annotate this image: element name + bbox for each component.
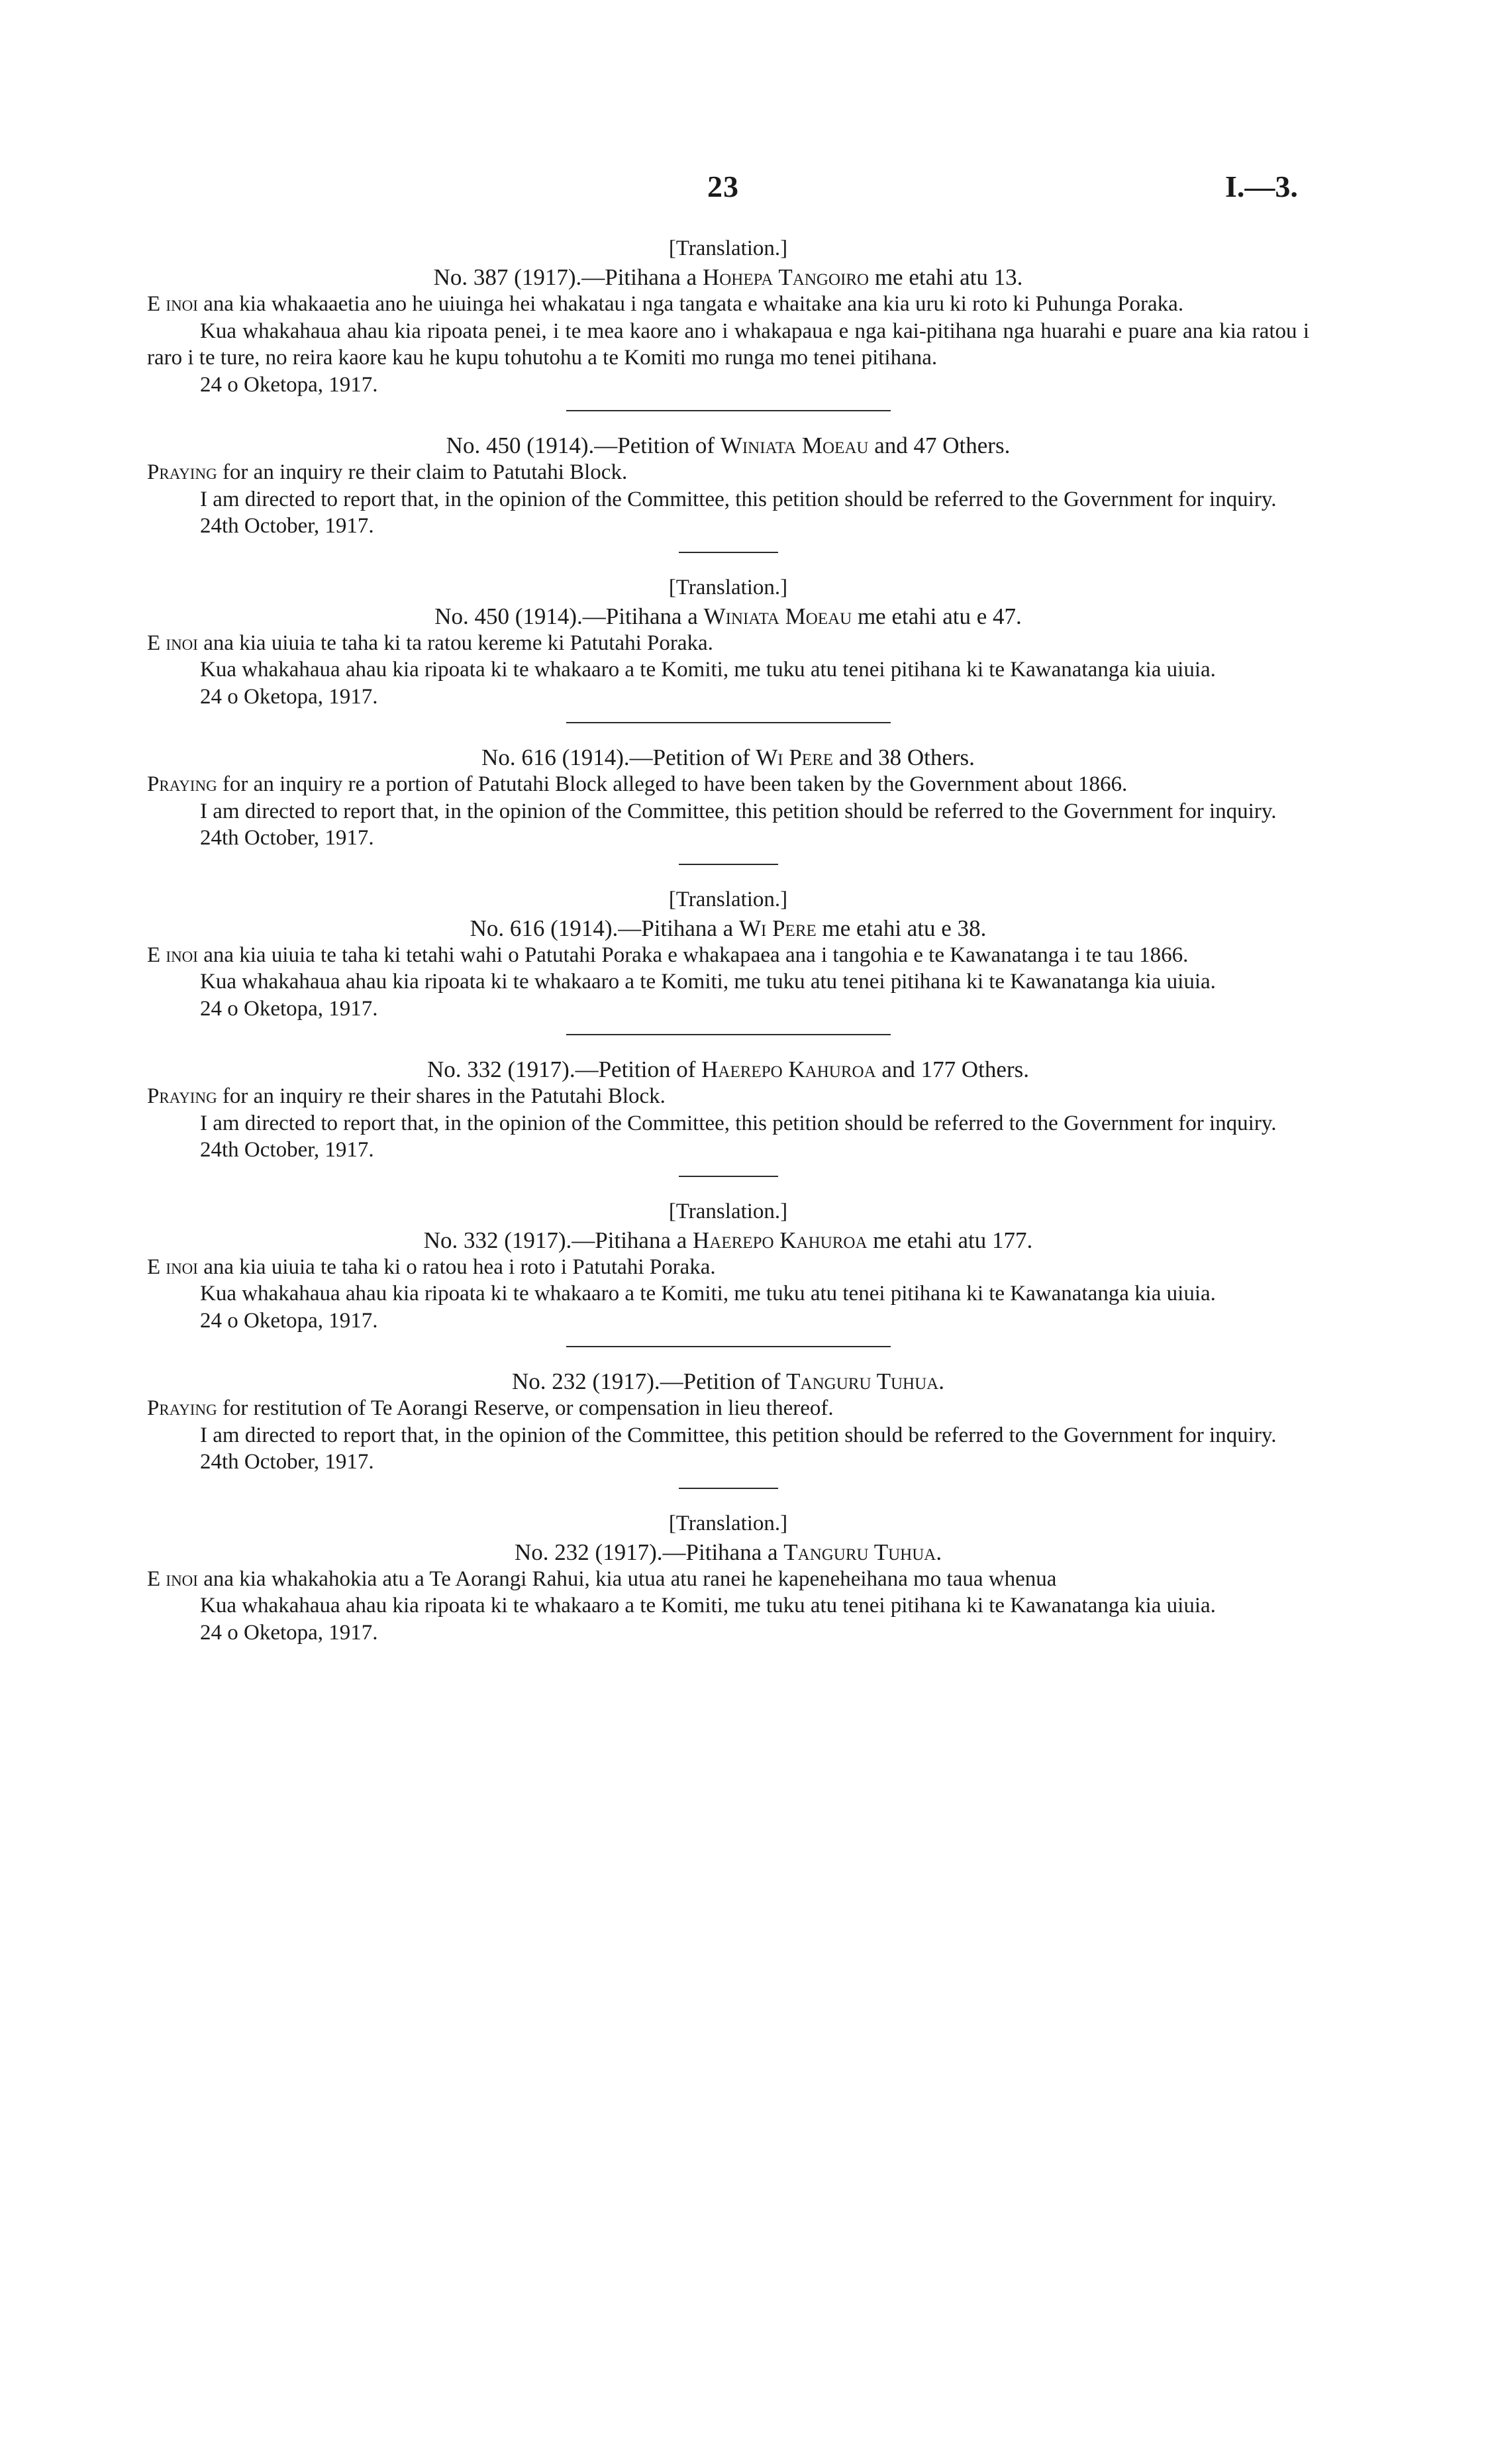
section-divider: [566, 1346, 891, 1347]
petitioner-name: Winiata Moeau: [720, 433, 869, 458]
report-paragraph: Kua whakahaua ahau kia ripoata ki te whakaaro a te Komiti, me tuku atu tenei pitihana ki te Kawanatanga kia uiuia.: [200, 970, 1216, 994]
report-date: 24 o Oketopa, 1917.: [200, 684, 378, 709]
petitioner-name: Haerepo Kahuroa: [701, 1056, 876, 1082]
prayer-paragraph: Praying for restitution of Te Aorangi Reserve, or compensation in lieu thereof.: [147, 1396, 834, 1420]
petition-heading: No. 616 (1914).—Pitihana a Wi Pere me etahi atu e 38.: [470, 915, 987, 941]
translation-label: [Translation.]: [668, 1199, 788, 1223]
paper-reference: I.—3.: [1225, 170, 1298, 203]
petition-entry-450-translation: [147, 574, 1309, 711]
translation-label: [Translation.]: [668, 1511, 788, 1535]
petition-heading: No. 616 (1914).—Petition of Wi Pere and 38 Others.: [481, 744, 975, 770]
report-paragraph: I am directed to report that, in the opinion of the Committee, this petition should be referred to the Government for inquiry.: [200, 799, 1277, 823]
prayer-paragraph: E inoi ana kia whakahokia atu a Te Aorangi Rahui, kia utua atu ranei he kapeneheihana mo taua whenua: [147, 1566, 1057, 1591]
translation-divider: [679, 864, 778, 865]
petition-entry-332-translation: [147, 1198, 1309, 1335]
petition-heading: No. 232 (1917).—Petition of Tanguru Tuhua.: [512, 1368, 944, 1394]
petitioner-name: Haerepo Kahuroa: [693, 1227, 868, 1253]
report-paragraph: I am directed to report that, in the opinion of the Committee, this petition should be referred to the Government for inquiry.: [200, 1423, 1277, 1447]
page-number: 23: [707, 170, 739, 203]
document-body: [147, 235, 1309, 1646]
report-date: 24 o Oketopa, 1917.: [200, 1620, 378, 1645]
petition-entry-616: [147, 744, 1309, 852]
report-date: 24th October, 1917.: [200, 826, 374, 850]
report-paragraph: Kua whakahaua ahau kia ripoata ki te whakaaro a te Komiti, me tuku atu tenei pitihana ki te Kawanatanga kia uiuia.: [200, 658, 1216, 682]
petition-heading: No. 332 (1917).—Petition of Haerepo Kahuroa and 177 Others.: [427, 1056, 1029, 1082]
prayer-paragraph: E inoi ana kia whakaaetia ano he uiuinga hei whakatau i nga tangata e whaitake ana kia uru ki roto ki Puhunga Poraka.: [147, 292, 1184, 316]
petitioner-name: Tanguru Tuhua: [786, 1368, 939, 1394]
section-divider: [566, 410, 891, 411]
report-paragraph: Kua whakahaua ahau kia ripoata ki te whakaaro a te Komiti, me tuku atu tenei pitihana ki te Kawanatanga kia uiuia.: [200, 1282, 1216, 1306]
petition-heading: No. 450 (1914).—Petition of Winiata Moeau and 47 Others.: [446, 433, 1011, 458]
petitioner-name: Wi Pere: [756, 744, 834, 770]
petition-entry-450: [147, 433, 1309, 540]
petitioner-name: Tanguru Tuhua: [783, 1539, 936, 1565]
report-date: 24th October, 1917.: [200, 514, 374, 538]
petition-entry-232-translation: [147, 1510, 1309, 1647]
translation-label: [Translation.]: [668, 236, 788, 260]
petition-heading: No. 450 (1914).—Pitihana a Winiata Moeau me etahi atu e 47.: [434, 603, 1022, 629]
petition-heading: No. 232 (1917).—Pitihana a Tanguru Tuhua.: [514, 1539, 942, 1565]
prayer-paragraph: Praying for an inquiry re a portion of Patutahi Block alleged to have been taken by the Government about 1866.: [147, 772, 1128, 796]
petition-entry-232: [147, 1368, 1309, 1476]
translation-label: [Translation.]: [668, 887, 788, 911]
prayer-paragraph: E inoi ana kia uiuia te taha ki o ratou hea i roto i Patutahi Poraka.: [147, 1255, 716, 1279]
prayer-paragraph: Praying for an inquiry re their shares in the Patutahi Block.: [147, 1084, 666, 1108]
report-date: 24 o Oketopa, 1917.: [200, 996, 378, 1021]
translation-divider: [679, 552, 778, 553]
petitioner-name: Hohepa Tangoiro: [702, 264, 870, 290]
report-paragraph: I am directed to report that, in the opinion of the Committee, this petition should be referred to the Government for inquiry.: [200, 487, 1277, 511]
prayer-paragraph: Praying for an inquiry re their claim to Patutahi Block.: [147, 460, 628, 484]
petition-entry-616-translation: [147, 886, 1309, 1023]
report-date: 24 o Oketopa, 1917.: [200, 372, 378, 397]
translation-label: [Translation.]: [668, 575, 788, 599]
petitioner-name: Winiata Moeau: [703, 603, 852, 629]
section-divider: [566, 722, 891, 723]
petitioner-name: Wi Pere: [738, 915, 817, 941]
translation-divider: [679, 1176, 778, 1177]
section-divider: [566, 1034, 891, 1035]
petition-heading: No. 332 (1917).—Pitihana a Haerepo Kahuroa me etahi atu 177.: [423, 1227, 1033, 1253]
report-date: 24th October, 1917.: [200, 1138, 374, 1162]
report-paragraph: I am directed to report that, in the opinion of the Committee, this petition should be referred to the Government for inquiry.: [200, 1111, 1277, 1135]
petition-entry-387-translation: [147, 235, 1309, 398]
report-paragraph: Kua whakahaua ahau kia ripoata ki te whakaaro a te Komiti, me tuku atu tenei pitihana ki te Kawanatanga kia uiuia.: [200, 1594, 1216, 1617]
report-date: 24th October, 1917.: [200, 1450, 374, 1474]
petition-heading: No. 387 (1917).—Pitihana a Hohepa Tangoiro me etahi atu 13.: [433, 264, 1023, 290]
prayer-paragraph: E inoi ana kia uiuia te taha ki ta ratou kereme ki Patutahi Poraka.: [147, 631, 713, 655]
petition-entry-332: [147, 1056, 1309, 1164]
prayer-paragraph: E inoi ana kia uiuia te taha ki tetahi wahi o Patutahi Poraka e whakapaea ana i tangohia e te Kawanatanga i te tau 1866.: [147, 943, 1189, 967]
report-date: 24 o Oketopa, 1917.: [200, 1308, 378, 1333]
report-paragraph: Kua whakahaua ahau kia ripoata penei, i te mea kaore ano i whakapaua e nga kai-pitihana nga huarahi e puare ana kia ratou i raro i te ture, no reira kaore kau he kupu tohutohu a te Komiti mo runga mo tenei pitihana.: [147, 319, 1309, 370]
translation-divider: [679, 1488, 778, 1489]
